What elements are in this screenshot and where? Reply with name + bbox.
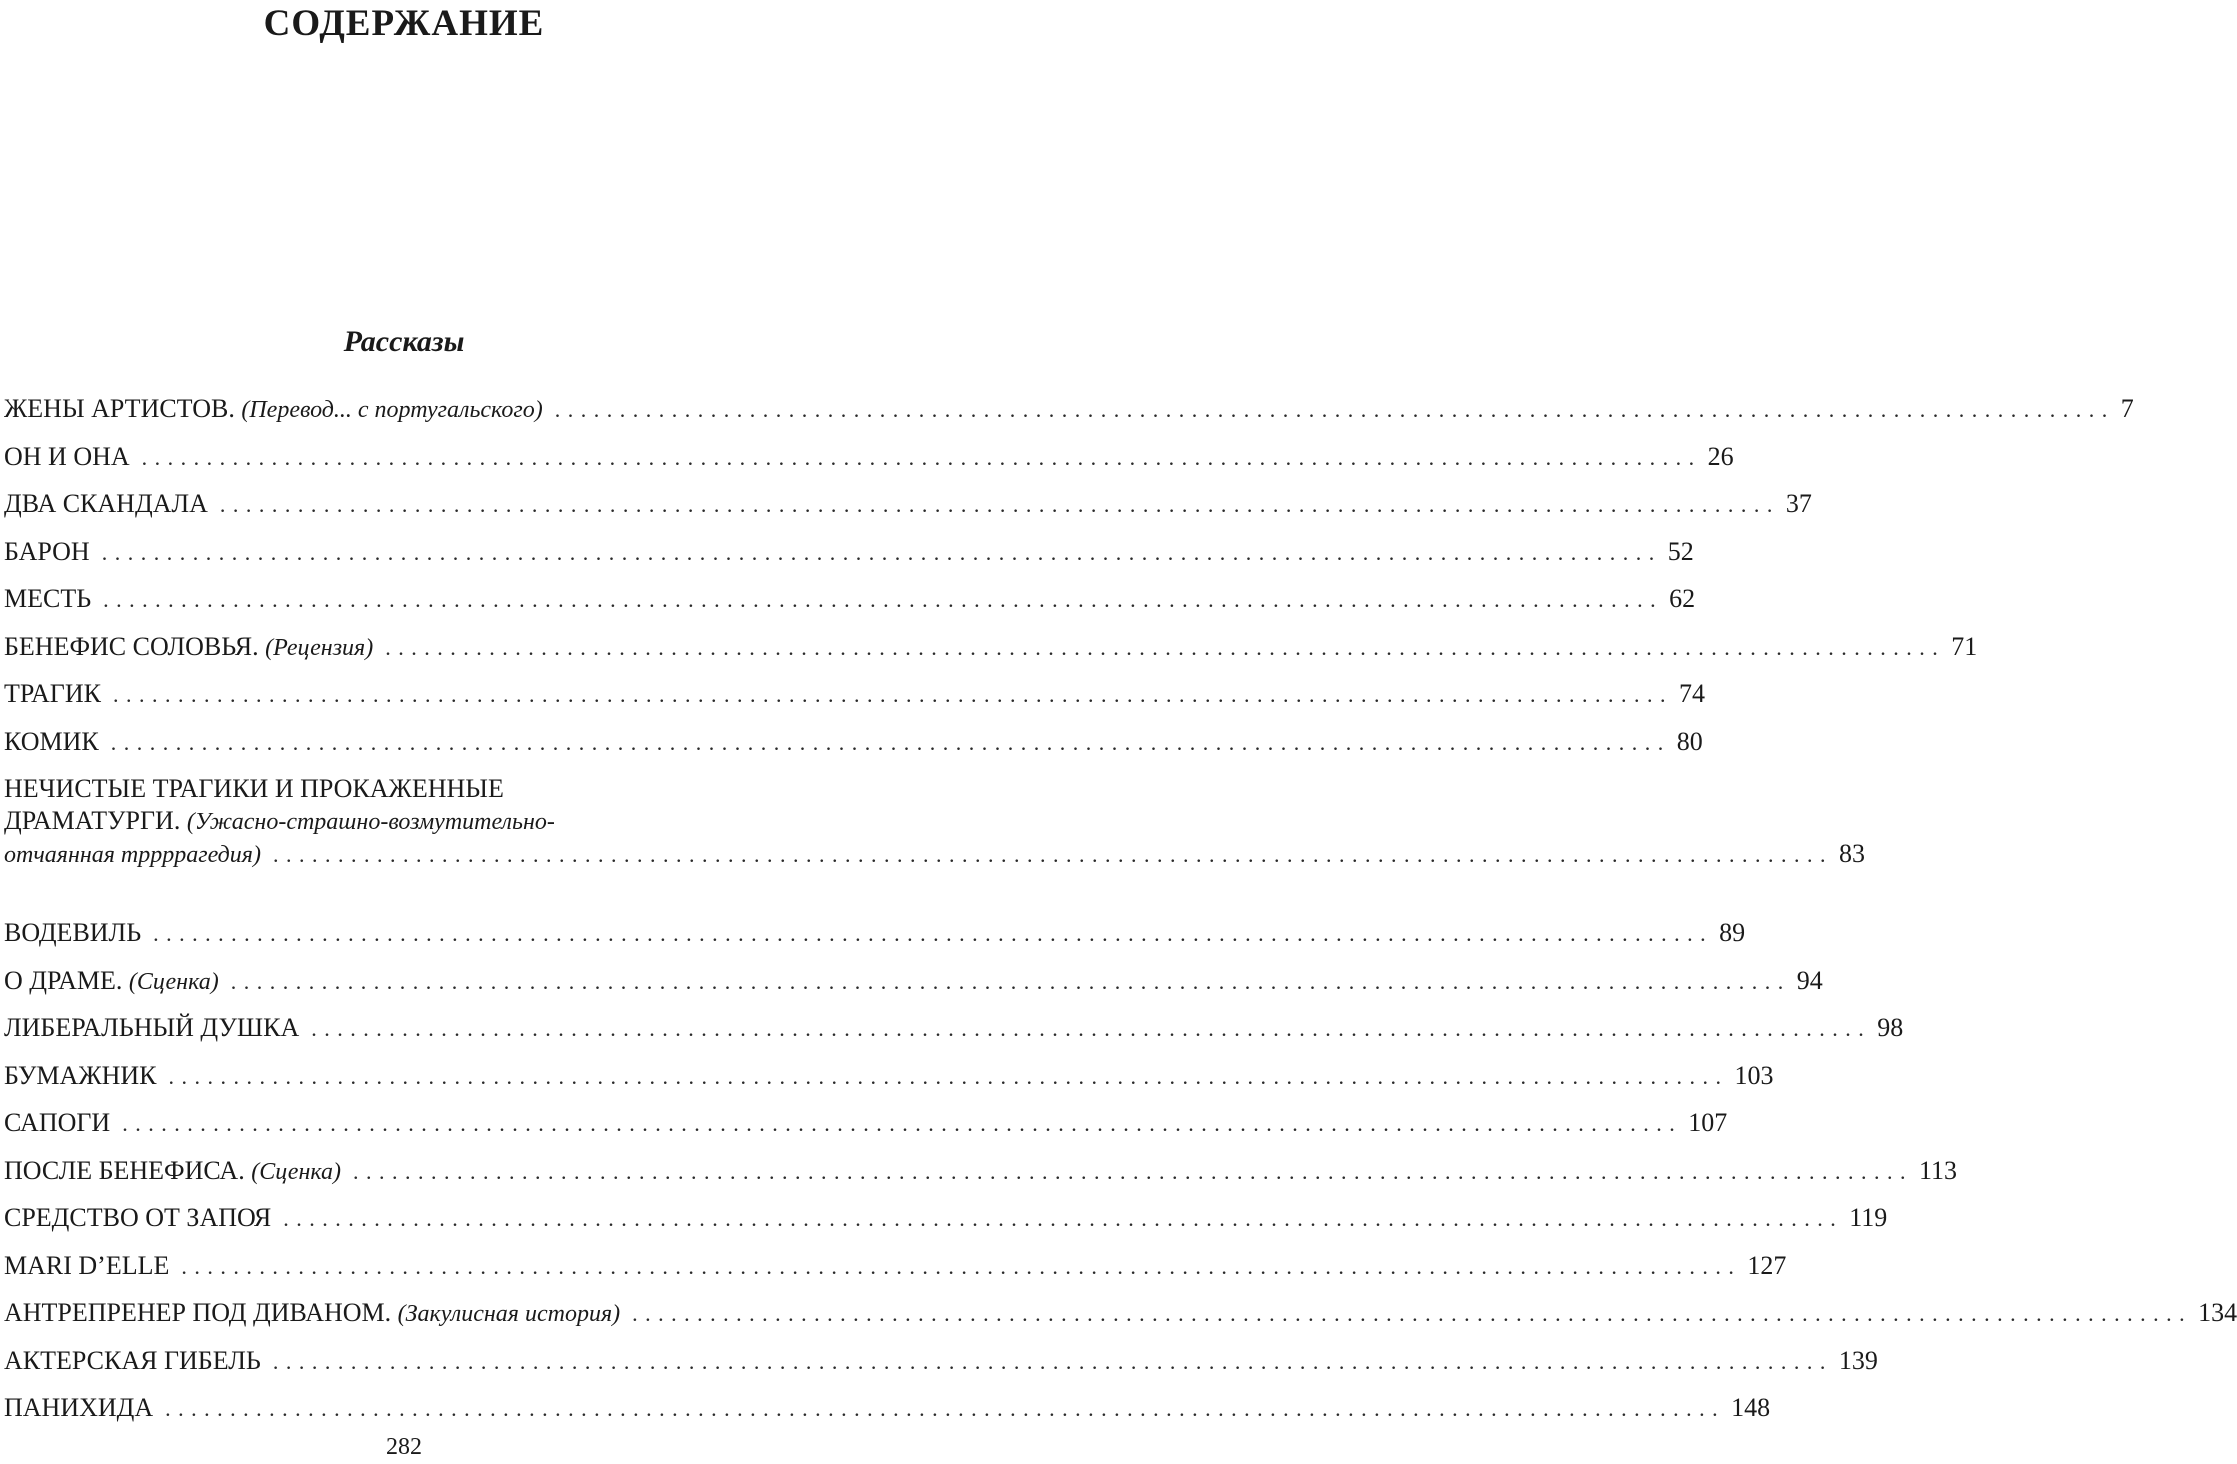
dot-leader: ........................................................................................................................ xyxy=(165,1396,1726,1421)
toc-entry xyxy=(4,1202,1888,1250)
toc-entry-line xyxy=(4,631,1978,664)
toc-entry-title-text: ДВА СКАНДАЛА xyxy=(4,489,208,518)
toc-entry-page: 134 xyxy=(2198,1298,2237,1327)
toc-entry-page: 26 xyxy=(1707,441,1734,471)
toc-entry xyxy=(4,917,1746,965)
toc-entry-page: 113 xyxy=(1918,1155,1958,1185)
toc-entry-title xyxy=(4,1155,341,1188)
toc-entry-title-text: MARI D’ELLE xyxy=(4,1250,170,1280)
dot-leader: ........................................................................................................................ xyxy=(554,397,2115,422)
toc-entry xyxy=(4,1250,1787,1298)
dot-leader: ........................................................................................................................ xyxy=(283,1206,1844,1231)
toc-entry-page: 89 xyxy=(1719,918,1746,947)
toc-entry xyxy=(4,583,1696,631)
toc-entry-line xyxy=(4,965,1823,998)
toc-entry-title xyxy=(4,488,208,520)
toc-entry-title xyxy=(4,917,141,949)
toc-entry xyxy=(4,536,1694,584)
dot-leader: ........................................................................................................................ xyxy=(112,682,1673,707)
toc-entry-title-text: О ДРАМЕ. xyxy=(4,965,129,995)
toc-entry-page: 80 xyxy=(1676,726,1703,756)
toc-entry-line xyxy=(4,678,1705,711)
toc-entry xyxy=(4,1155,1958,1203)
dot-leader: ........................................................................................................................ xyxy=(181,1253,1742,1279)
toc-entry-line xyxy=(4,393,2134,426)
toc-entry-line xyxy=(4,838,1865,871)
toc-entry-title xyxy=(4,805,555,838)
toc-entry xyxy=(4,1012,1904,1060)
toc-entry-page: 103 xyxy=(1734,1060,1774,1090)
toc-entry-subtitle: (Перевод... с португальского) xyxy=(241,397,543,423)
toc-entry-title xyxy=(4,726,99,758)
toc-entry-line xyxy=(4,1392,1771,1425)
toc-entry xyxy=(4,726,1703,774)
toc-entry xyxy=(4,773,1865,917)
dot-leader: ........................................................................................................................ xyxy=(153,921,1714,946)
toc-entry-title xyxy=(4,1107,110,1139)
toc-entry-title-text: ВОДЕВИЛЬ xyxy=(4,918,142,947)
toc-entry-page: 71 xyxy=(1951,631,1978,661)
toc-entry-title-text: КОМИК xyxy=(4,726,99,756)
toc-entry xyxy=(4,393,2134,441)
toc-entry-title xyxy=(4,631,373,664)
toc-entry-subtitle: (Закулисная история) xyxy=(397,1301,621,1327)
toc-entry xyxy=(4,1060,1774,1108)
dot-leader: ........................................................................................................................ xyxy=(352,1158,1913,1184)
toc-entry-title-text: СРЕДСТВО ОТ ЗАПОЯ xyxy=(4,1203,272,1232)
toc-entry-title xyxy=(4,393,543,426)
toc-entry-page: 127 xyxy=(1747,1250,1787,1280)
toc-entry-title xyxy=(4,1060,157,1092)
toc-entry-line xyxy=(4,1250,1787,1283)
toc-entry-line xyxy=(4,1155,1958,1188)
toc-entry-line xyxy=(4,536,1694,569)
toc-entry xyxy=(4,1345,1878,1393)
dot-leader: ........................................................................................................................ xyxy=(168,1063,1729,1089)
toc-entry-title-text: БЕНЕФИС СОЛОВЬЯ. xyxy=(4,631,266,661)
toc-entry-subtitle: (Ужасно-страшно-возмутительно- xyxy=(186,809,555,835)
toc-entry-title-text: ЖЕНЫ АРТИСТОВ. xyxy=(4,394,242,423)
toc-entry-page: 37 xyxy=(1785,489,1812,518)
page-number: 282 xyxy=(386,1434,422,1460)
toc-entry-title xyxy=(4,1345,261,1377)
page-title: СОДЕРЖАНИЕ xyxy=(263,3,545,44)
dot-leader: ........................................................................................................................ xyxy=(632,1301,2193,1326)
toc-entry-title xyxy=(4,583,91,615)
toc-entry-line xyxy=(4,1012,1904,1045)
toc-entry-title-text: ЛИБЕРАЛЬНЫЙ ДУШКА xyxy=(4,1013,300,1042)
toc-entry-page: 98 xyxy=(1877,1013,1904,1042)
toc-entry-page: 7 xyxy=(2120,394,2134,423)
toc-entry-line xyxy=(4,1107,1728,1140)
toc-entry-title-text: АНТРЕПРЕНЕР ПОД ДИВАНОМ. xyxy=(4,1298,398,1327)
toc-entry xyxy=(4,488,1812,536)
toc-entry-title xyxy=(4,1297,620,1330)
toc-entry-line xyxy=(4,726,1703,759)
toc-entry-title xyxy=(4,838,261,871)
toc-entry-title xyxy=(4,536,90,568)
section-title: Рассказы xyxy=(343,325,465,358)
toc-entry-line xyxy=(4,773,804,805)
toc-entry xyxy=(4,678,1705,726)
toc-entry xyxy=(4,965,1823,1013)
toc-entry-title-text: ПАНИХИДА xyxy=(4,1393,154,1422)
toc-entry-title xyxy=(4,441,130,473)
toc-entry-title xyxy=(4,773,504,805)
toc-entry-page: 148 xyxy=(1731,1393,1771,1422)
toc-entry-title-text: ПОСЛЕ БЕНЕФИСА. xyxy=(4,1155,252,1185)
toc-entry xyxy=(4,1297,2237,1345)
dot-leader: ........................................................................................................................ xyxy=(219,492,1780,517)
toc-entry xyxy=(4,1107,1728,1155)
toc-entry-title-text: БУМАЖНИК xyxy=(4,1060,157,1090)
toc-entry-line xyxy=(4,1345,1878,1378)
toc-entry-title xyxy=(4,1250,169,1282)
toc-entry-line xyxy=(4,1202,1888,1235)
toc-entry-title xyxy=(4,1202,271,1234)
dot-leader: ........................................................................................................................ xyxy=(110,729,1671,755)
toc-entry-line xyxy=(4,441,1734,474)
toc-entry-page: 74 xyxy=(1678,679,1705,708)
toc-entry-line xyxy=(4,805,804,838)
toc-entry-title xyxy=(4,1012,299,1044)
toc-entry-title-text: БАРОН xyxy=(4,536,90,566)
dot-leader: ........................................................................................................................ xyxy=(122,1111,1683,1136)
toc-entry-page: 94 xyxy=(1796,965,1823,995)
toc-entry-title-text: ТРАГИК xyxy=(4,679,101,708)
toc-entry-title-text: САПОГИ xyxy=(4,1108,111,1137)
table-of-contents xyxy=(4,393,2237,1440)
toc-entry-line xyxy=(4,1297,2237,1330)
toc-entry-line xyxy=(4,1060,1774,1093)
dot-leader: ........................................................................................................................ xyxy=(141,444,1702,470)
toc-entry-page: 83 xyxy=(1838,839,1865,868)
toc-entry-title-text: ДРАМАТУРГИ. xyxy=(4,806,187,835)
toc-entry-page: 119 xyxy=(1849,1203,1888,1232)
toc-entry-subtitle: (Сценка) xyxy=(128,968,219,995)
toc-entry-line xyxy=(4,917,1746,950)
dot-leader: ........................................................................................................................ xyxy=(230,968,1791,994)
toc-entry-title-text: АКТЕРСКАЯ ГИБЕЛЬ xyxy=(4,1345,261,1375)
toc-entry-subtitle: (Рецензия) xyxy=(265,634,374,661)
toc-entry-line xyxy=(4,583,1696,616)
dot-leader: ........................................................................................................................ xyxy=(272,1348,1833,1374)
toc-entry xyxy=(4,631,1978,679)
dot-leader: ........................................................................................................................ xyxy=(101,539,1662,565)
toc-entry-title xyxy=(4,1392,153,1424)
toc-entry-page: 139 xyxy=(1838,1345,1878,1375)
toc-entry-subtitle: отчаянная тррррагедия) xyxy=(4,842,261,868)
dot-leader: ........................................................................................................................ xyxy=(103,587,1664,612)
dot-leader: ........................................................................................................................ xyxy=(272,842,1833,867)
toc-entry xyxy=(4,441,1734,489)
dot-leader: ........................................................................................................................ xyxy=(385,634,1946,660)
toc-entry-page: 52 xyxy=(1667,536,1694,566)
toc-entry-page: 107 xyxy=(1688,1108,1728,1137)
dot-leader: ........................................................................................................................ xyxy=(311,1016,1872,1041)
toc-entry-subtitle: (Сценка) xyxy=(251,1158,341,1185)
toc-entry-page: 62 xyxy=(1669,584,1696,613)
toc-entry-line xyxy=(4,488,1812,521)
toc-entry-title xyxy=(4,678,101,710)
toc-entry-title-text: НЕЧИСТЫЕ ТРАГИКИ И ПРОКАЖЕННЫЕ xyxy=(4,774,504,803)
toc-entry-title xyxy=(4,965,219,998)
toc-entry-title-text: МЕСТЬ xyxy=(4,584,92,613)
toc-entry-title-text: ОН И ОНА xyxy=(4,441,130,471)
